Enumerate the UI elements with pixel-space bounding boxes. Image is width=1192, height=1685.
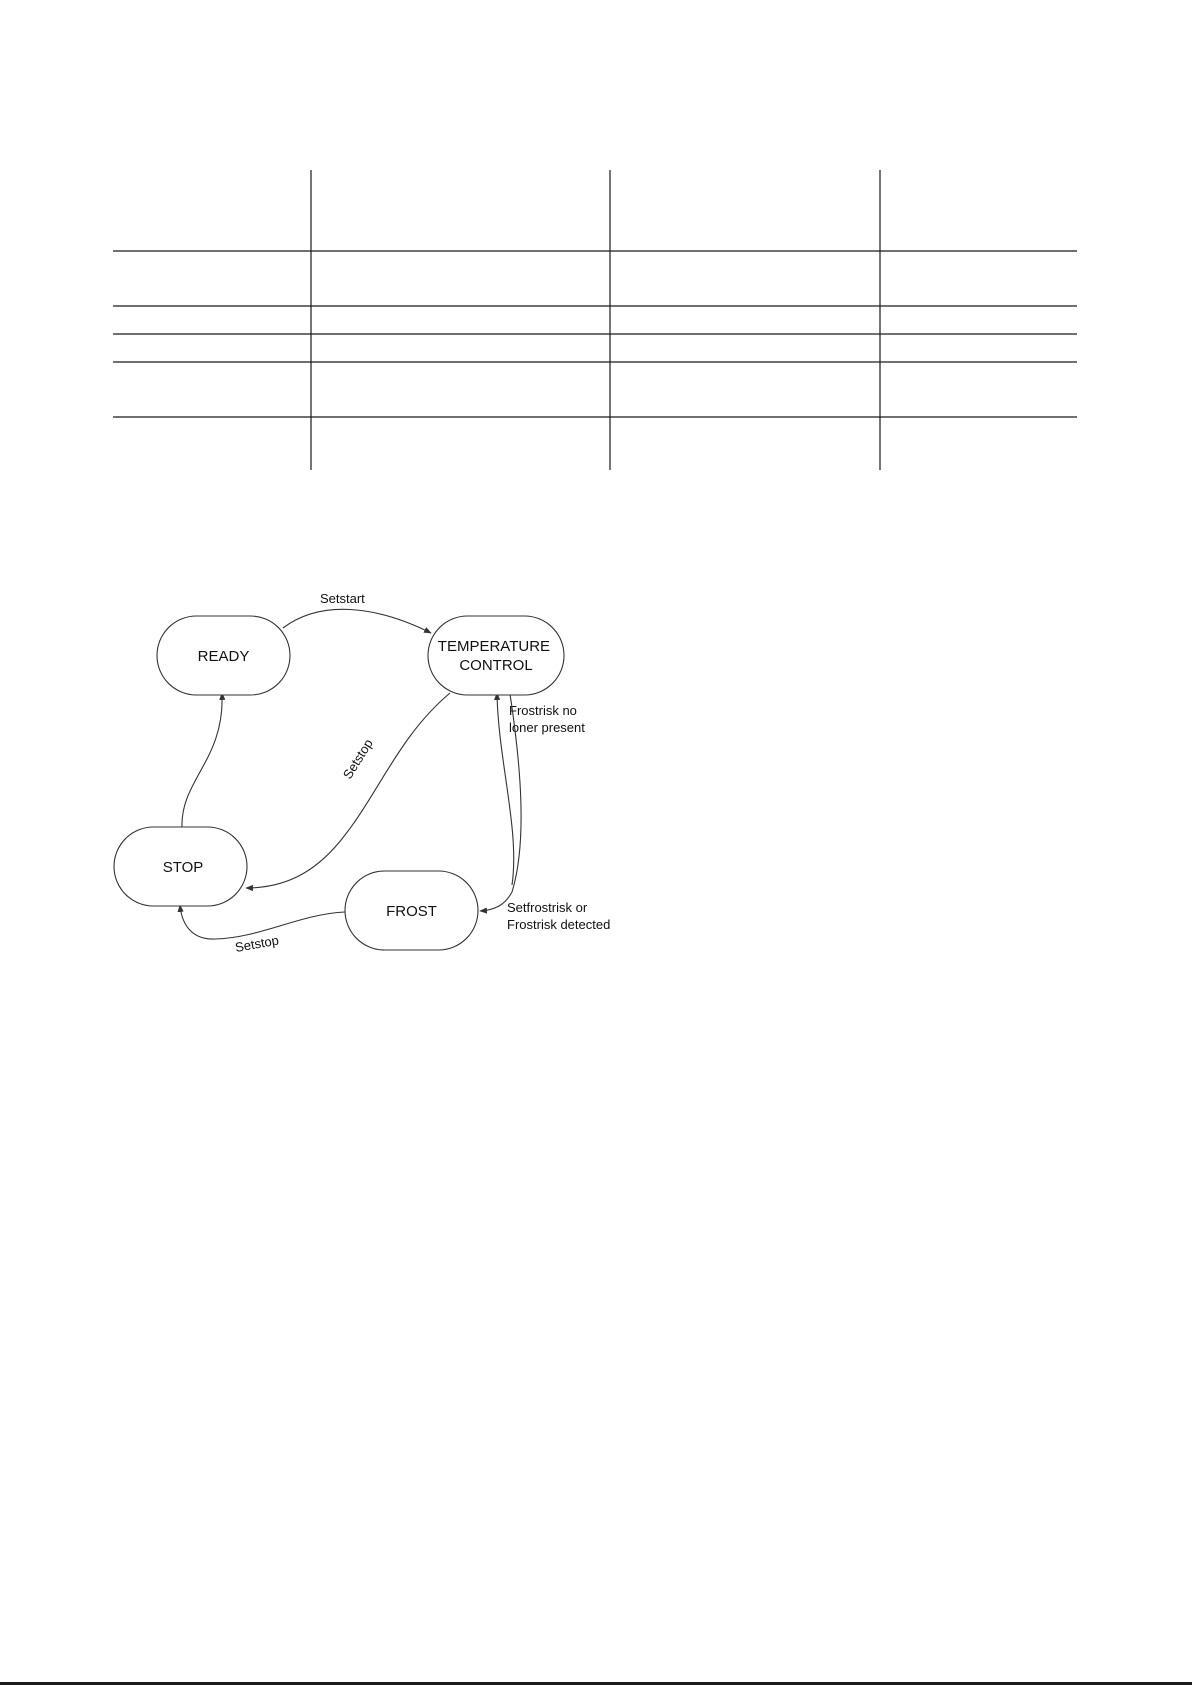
edge-ready-to-temperature-control	[283, 591, 431, 633]
edge-label-setfrostrisk-or-frostrisk-detected	[507, 900, 610, 932]
edge-frost-to-stop-path	[180, 905, 345, 939]
state-node-frost-label	[386, 903, 437, 920]
edge-stop-to-ready	[182, 693, 222, 828]
state-node-stop-label	[163, 859, 204, 876]
edge-label-line: Setfrostrisk or	[507, 900, 588, 915]
edge-label-line: Setstop	[233, 932, 280, 955]
state-node-temperature-control	[428, 616, 564, 695]
edge-label-line: loner present	[509, 720, 585, 735]
state-label-line: STOP	[162, 859, 204, 876]
edge-frost-to-stop	[180, 905, 345, 955]
edge-temperature-control-to-stop	[246, 693, 450, 888]
edge-temperature-control-to-stop-path	[246, 693, 450, 888]
state-node-temperature-control-shape	[428, 616, 564, 695]
edge-label-line: Setstop	[339, 736, 376, 782]
state-node-ready	[157, 616, 290, 695]
state-node-stop	[114, 827, 247, 906]
edge-temperature-control-to-frost-path	[480, 694, 521, 911]
state-node-frost	[345, 871, 478, 950]
edge-label-setstart	[320, 591, 365, 606]
edge-ready-to-temperature-control-path	[283, 609, 431, 633]
edge-label-setstop-diagonal	[340, 736, 376, 781]
edge-label-line: Setstart	[320, 591, 365, 606]
state-label-line: FROST	[386, 903, 437, 920]
edge-label-frostrisk-no-loner-present	[509, 703, 585, 735]
edge-frost-to-temperature-control	[497, 693, 585, 885]
state-label-line: READY	[197, 648, 250, 665]
state-label-line: TEMPERATURE	[437, 638, 551, 655]
edge-label-line: Frostrisk detected	[507, 917, 611, 932]
edge-stop-to-ready-path	[182, 693, 222, 828]
state-node-ready-label	[198, 648, 250, 665]
edge-label-line: Frostrisk no	[509, 703, 577, 718]
state-label-line: CONTROL	[459, 657, 533, 674]
